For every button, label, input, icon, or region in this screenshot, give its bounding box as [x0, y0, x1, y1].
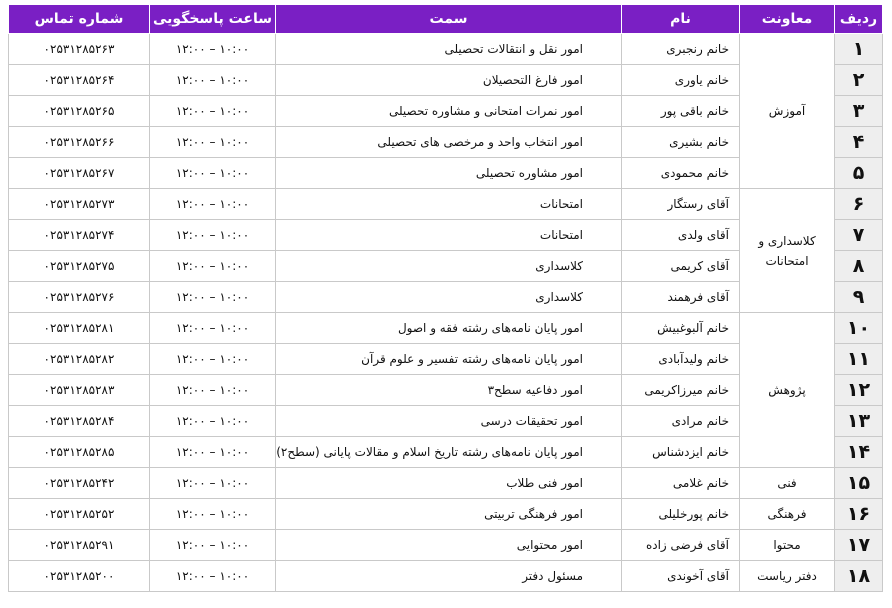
staff-unit: امور نقل و انتقالات تحصیلی [276, 34, 622, 65]
office-hours: ۱۰:۰۰ – ۱۲:۰۰ [150, 34, 276, 65]
staff-name: خانم پورخلیلی [622, 499, 740, 530]
phone-number: ۰۲۵۳۱۲۸۵۲۵۲ [9, 499, 150, 530]
staff-unit: امتحانات [276, 220, 622, 251]
staff-name: خانم محمودی [622, 158, 740, 189]
office-hours: ۱۰:۰۰ – ۱۲:۰۰ [150, 189, 276, 220]
header-phone: شماره تماس [9, 5, 150, 34]
row-number: ۱۴ [835, 437, 883, 468]
staff-name: خانم یاوری [622, 65, 740, 96]
staff-unit: امتحانات [276, 189, 622, 220]
phone-number: ۰۲۵۳۱۲۸۵۲۸۴ [9, 406, 150, 437]
office-hours: ۱۰:۰۰ – ۱۲:۰۰ [150, 499, 276, 530]
header-name: نام [622, 5, 740, 34]
staff-unit: امور مشاوره تحصیلی [276, 158, 622, 189]
staff-name: آقای آخوندی [622, 561, 740, 592]
row-number: ۶ [835, 189, 883, 220]
staff-name: خانم میرزاکریمی [622, 375, 740, 406]
phone-number: ۰۲۵۳۱۲۸۵۲۶۶ [9, 127, 150, 158]
staff-name: خانم باقی پور [622, 96, 740, 127]
staff-unit: امور فنی طلاب [276, 468, 622, 499]
phone-number: ۰۲۵۳۱۲۸۵۲۴۲ [9, 468, 150, 499]
phone-number: ۰۲۵۳۱۲۸۵۲۸۲ [9, 344, 150, 375]
phone-number: ۰۲۵۳۱۲۸۵۲۸۵ [9, 437, 150, 468]
phone-number: ۰۲۵۳۱۲۸۵۲۹۱ [9, 530, 150, 561]
office-hours: ۱۰:۰۰ – ۱۲:۰۰ [150, 158, 276, 189]
header-unit: سمت [276, 5, 622, 34]
office-hours: ۱۰:۰۰ – ۱۲:۰۰ [150, 96, 276, 127]
header-row-no: ردیف [835, 5, 883, 34]
staff-unit: امور دفاعیه سطح۳ [276, 375, 622, 406]
staff-unit: امور پایان نامه‌های رشته تفسیر و علوم قرآن [276, 344, 622, 375]
header-hours: ساعت پاسخگویی [150, 5, 276, 34]
office-hours: ۱۰:۰۰ – ۱۲:۰۰ [150, 220, 276, 251]
staff-name: خانم بشیری [622, 127, 740, 158]
table-row [9, 499, 883, 530]
row-number: ۱۰ [835, 313, 883, 344]
staff-name: خانم ولیدآبادی [622, 344, 740, 375]
table-row [9, 189, 883, 220]
office-hours: ۱۰:۰۰ – ۱۲:۰۰ [150, 375, 276, 406]
row-number: ۹ [835, 282, 883, 313]
staff-name: خانم مرادی [622, 406, 740, 437]
contact-table-wrapper [8, 4, 882, 592]
staff-unit: مسئول دفتر [276, 561, 622, 592]
office-hours: ۱۰:۰۰ – ۱۲:۰۰ [150, 468, 276, 499]
staff-name: خانم رنجبری [622, 34, 740, 65]
deputy-cell: فرهنگی [740, 499, 835, 530]
office-hours: ۱۰:۰۰ – ۱۲:۰۰ [150, 313, 276, 344]
phone-number: ۰۲۵۳۱۲۸۵۲۷۳ [9, 189, 150, 220]
phone-number: ۰۲۵۳۱۲۸۵۲۷۴ [9, 220, 150, 251]
staff-unit: امور فرهنگی تربیتی [276, 499, 622, 530]
staff-name: خانم ایزدشناس [622, 437, 740, 468]
row-number: ۱۱ [835, 344, 883, 375]
row-number: ۱۸ [835, 561, 883, 592]
staff-unit: امور انتخاب واحد و مرخصی های تحصیلی [276, 127, 622, 158]
phone-number: ۰۲۵۳۱۲۸۵۲۰۰ [9, 561, 150, 592]
staff-name: آقای فرضی زاده [622, 530, 740, 561]
office-hours: ۱۰:۰۰ – ۱۲:۰۰ [150, 437, 276, 468]
row-number: ۱ [835, 34, 883, 65]
staff-name: آقای فرهمند [622, 282, 740, 313]
table-row [9, 468, 883, 499]
row-number: ۷ [835, 220, 883, 251]
table-row [9, 561, 883, 592]
contact-table [8, 4, 883, 592]
table-row [9, 313, 883, 344]
staff-unit: امور فارغ التحصیلان [276, 65, 622, 96]
staff-unit: امور محتوایی [276, 530, 622, 561]
phone-number: ۰۲۵۳۱۲۸۵۲۷۵ [9, 251, 150, 282]
phone-number: ۰۲۵۳۱۲۸۵۲۸۱ [9, 313, 150, 344]
phone-number: ۰۲۵۳۱۲۸۵۲۶۷ [9, 158, 150, 189]
row-number: ۱۲ [835, 375, 883, 406]
phone-number: ۰۲۵۳۱۲۸۵۲۶۳ [9, 34, 150, 65]
staff-unit: امور پایان نامه‌های رشته تاریخ اسلام و مقالات پایانی (سطح۲) [276, 437, 622, 468]
office-hours: ۱۰:۰۰ – ۱۲:۰۰ [150, 127, 276, 158]
staff-name: آقای ولدی [622, 220, 740, 251]
staff-unit: کلاسداری [276, 282, 622, 313]
office-hours: ۱۰:۰۰ – ۱۲:۰۰ [150, 530, 276, 561]
deputy-cell: پژوهش [740, 313, 835, 468]
office-hours: ۱۰:۰۰ – ۱۲:۰۰ [150, 282, 276, 313]
office-hours: ۱۰:۰۰ – ۱۲:۰۰ [150, 65, 276, 96]
deputy-cell: محتوا [740, 530, 835, 561]
row-number: ۴ [835, 127, 883, 158]
staff-name: آقای رستگار [622, 189, 740, 220]
staff-name: آقای کریمی [622, 251, 740, 282]
staff-unit: امور پایان نامه‌های رشته فقه و اصول [276, 313, 622, 344]
row-number: ۱۶ [835, 499, 883, 530]
row-number: ۳ [835, 96, 883, 127]
row-number: ۵ [835, 158, 883, 189]
table-row [9, 34, 883, 65]
deputy-cell: دفتر ریاست [740, 561, 835, 592]
office-hours: ۱۰:۰۰ – ۱۲:۰۰ [150, 251, 276, 282]
row-number: ۱۵ [835, 468, 883, 499]
table-body [9, 34, 883, 592]
phone-number: ۰۲۵۳۱۲۸۵۲۸۳ [9, 375, 150, 406]
row-number: ۱۷ [835, 530, 883, 561]
staff-name: خانم غلامی [622, 468, 740, 499]
deputy-cell: آموزش [740, 34, 835, 189]
phone-number: ۰۲۵۳۱۲۸۵۲۶۴ [9, 65, 150, 96]
office-hours: ۱۰:۰۰ – ۱۲:۰۰ [150, 406, 276, 437]
staff-unit: امور تحقیقات درسی [276, 406, 622, 437]
table-row [9, 530, 883, 561]
row-number: ۱۳ [835, 406, 883, 437]
header-row [9, 5, 883, 34]
staff-unit: کلاسداری [276, 251, 622, 282]
staff-name: خانم آلبوغبیش [622, 313, 740, 344]
phone-number: ۰۲۵۳۱۲۸۵۲۶۵ [9, 96, 150, 127]
row-number: ۸ [835, 251, 883, 282]
header-deputy: معاونت [740, 5, 835, 34]
deputy-cell: فنی [740, 468, 835, 499]
office-hours: ۱۰:۰۰ – ۱۲:۰۰ [150, 344, 276, 375]
phone-number: ۰۲۵۳۱۲۸۵۲۷۶ [9, 282, 150, 313]
deputy-cell: کلاسداری و امتحانات [740, 189, 835, 313]
row-number: ۲ [835, 65, 883, 96]
office-hours: ۱۰:۰۰ – ۱۲:۰۰ [150, 561, 276, 592]
staff-unit: امور نمرات امتحانی و مشاوره تحصیلی [276, 96, 622, 127]
